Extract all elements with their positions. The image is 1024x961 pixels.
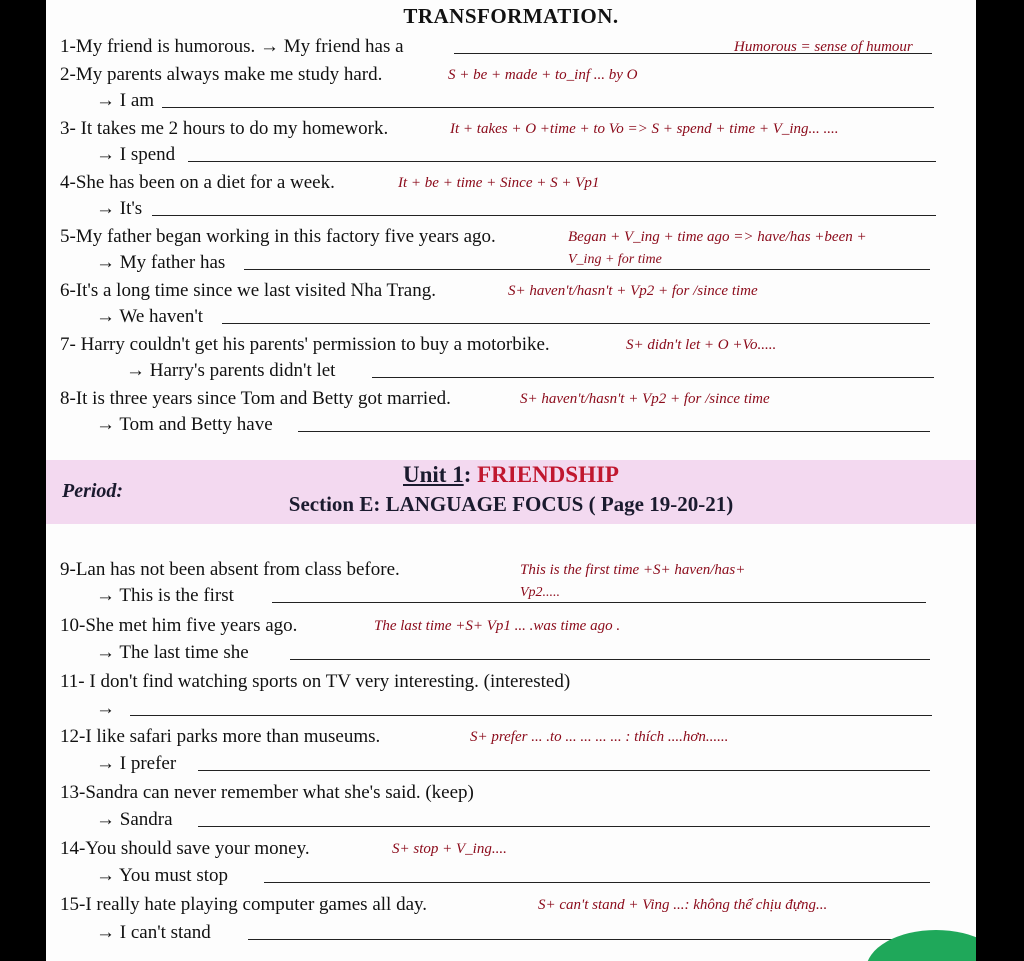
- item-2-answer-blank[interactable]: [162, 107, 934, 108]
- item-5-note-continued: V_ing + for time: [568, 252, 662, 267]
- item-1-question: 1-My friend is humorous. → My friend has a: [60, 36, 404, 57]
- item-13-answer-line: [46, 805, 976, 833]
- item-4-answer-blank[interactable]: [152, 215, 936, 216]
- item-5-answer-line: [46, 248, 976, 276]
- item-10-note: The last time +S+ Vp1 ... .was time ago .: [374, 618, 621, 634]
- item-13-question-line: [46, 778, 976, 806]
- section-title: Section E: LANGUAGE FOCUS ( Page 19-20-21): [288, 492, 734, 516]
- item-14-answer-blank[interactable]: [264, 882, 930, 883]
- item-11-question-line: [46, 667, 976, 695]
- item-3-note: It + takes + O +time + to Vo => S + spend + time + V_ing... ....: [450, 121, 839, 137]
- worksheet-title: TRANSFORMATION.: [403, 4, 619, 28]
- item-11-question: 11- I don't find watching sports on TV very interesting. (interested): [60, 671, 571, 692]
- item-9-question-line: [46, 555, 976, 583]
- item-15-question-line: [46, 890, 976, 918]
- item-15-note: S+ can't stand + Ving ...: không thể chịu đựng...: [538, 897, 828, 913]
- item-2-question: 2-My parents always make me study hard.: [60, 64, 383, 85]
- item-10-answer-line: [46, 638, 976, 666]
- item-15-answer-line: [46, 918, 976, 946]
- item-8-question-line: [46, 384, 976, 412]
- item-6-answer-blank[interactable]: [222, 323, 930, 324]
- item-5-question-line: [46, 222, 976, 250]
- item-8-answer-line: [46, 410, 976, 438]
- item-5-question: 5-My father began working in this factory five years ago.: [60, 226, 496, 247]
- item-8-note: S+ haven't/hasn't + Vp2 + for /since time: [520, 391, 770, 407]
- item-14-question: 14-You should save your money.: [60, 838, 310, 859]
- item-9-answer-blank[interactable]: [272, 602, 926, 603]
- item-1-question-line: [46, 32, 976, 60]
- item-4-question-line: [46, 168, 976, 196]
- unit-number: Unit 1: [403, 462, 464, 487]
- item-10-answer-blank[interactable]: [290, 659, 930, 660]
- item-15-answer-prompt: → I can't stand: [96, 922, 211, 943]
- item-3-answer-blank[interactable]: [188, 161, 936, 162]
- unit-topic: FRIENDSHIP: [477, 462, 619, 487]
- item-7-answer-blank[interactable]: [372, 377, 934, 378]
- item-9-answer-prompt: → This is the first: [96, 585, 234, 606]
- item-6-question: 6-It's a long time since we last visited Nha Trang.: [60, 280, 436, 301]
- item-10-question-line: [46, 611, 976, 639]
- item-13-question: 13-Sandra can never remember what she's said. (keep): [60, 782, 474, 803]
- item-11-answer-blank[interactable]: [130, 715, 932, 716]
- item-9-note-continued: Vp2.....: [520, 585, 561, 600]
- period-label: Period:: [62, 480, 124, 502]
- item-3-question: 3- It takes me 2 hours to do my homework.: [60, 118, 389, 139]
- item-4-question: 4-She has been on a diet for a week.: [60, 172, 335, 193]
- item-6-answer-prompt: → We haven't: [96, 306, 204, 327]
- item-3-answer-line: [46, 140, 976, 168]
- item-3-answer-prompt: → I spend: [96, 144, 176, 165]
- item-9-note: This is the first time +S+ haven/has+: [520, 562, 746, 578]
- item-14-answer-line: [46, 861, 976, 889]
- item-14-note: S+ stop + V_ing....: [392, 841, 507, 857]
- item-5-answer-blank[interactable]: [244, 269, 930, 270]
- item-7-answer-line: [46, 356, 976, 384]
- item-8-answer-prompt: → Tom and Betty have: [96, 414, 273, 435]
- item-8-question: 8-It is three years since Tom and Betty got married.: [60, 388, 451, 409]
- item-12-answer-prompt: → I prefer: [96, 753, 177, 774]
- item-11-answer-prompt: →: [96, 698, 115, 719]
- item-12-answer-line: [46, 749, 976, 777]
- worksheet-page: [46, 0, 976, 961]
- item-2-answer-prompt: → I am: [96, 90, 155, 111]
- item-2-note: S + be + made + to_inf ... by O: [448, 67, 638, 83]
- item-9-question: 9-Lan has not been absent from class before.: [60, 559, 400, 580]
- item-12-answer-blank[interactable]: [198, 770, 930, 771]
- unit-colon: :: [463, 462, 478, 487]
- unit-title: [46, 462, 976, 488]
- item-14-answer-prompt: → You must stop: [96, 865, 228, 886]
- item-3-question-line: [46, 114, 976, 142]
- item-12-question-line: [46, 722, 976, 750]
- item-4-answer-line: [46, 194, 976, 222]
- item-12-question: 12-I like safari parks more than museums.: [60, 726, 381, 747]
- item-15-answer-blank[interactable]: [248, 939, 930, 940]
- item-12-note: S+ prefer ... .to ... ... ... ... : thích ....hơn......: [470, 729, 729, 745]
- item-9-answer-line: [46, 581, 976, 609]
- item-4-note: It + be + time + Since + S + Vp1: [398, 175, 600, 191]
- item-7-question-line: [46, 330, 976, 358]
- item-5-note: Began + V_ing + time ago => have/has +been +: [568, 229, 867, 245]
- item-4-answer-prompt: → It's: [96, 198, 143, 219]
- item-6-answer-line: [46, 302, 976, 330]
- item-14-question-line: [46, 834, 976, 862]
- item-13-answer-blank[interactable]: [198, 826, 930, 827]
- unit-header-band: [46, 460, 976, 524]
- item-13-answer-prompt: → Sandra: [96, 809, 173, 830]
- item-7-answer-prompt: → Harry's parents didn't let: [126, 360, 336, 381]
- item-2-answer-line: [46, 86, 976, 114]
- item-10-answer-prompt: → The last time she: [96, 642, 249, 663]
- item-6-note: S+ haven't/hasn't + Vp2 + for /since time: [508, 283, 758, 299]
- item-7-note: S+ didn't let + O +Vo.....: [626, 337, 777, 353]
- item-8-answer-blank[interactable]: [298, 431, 930, 432]
- item-5-answer-prompt: → My father has: [96, 252, 226, 273]
- item-11-answer-line: [46, 694, 976, 722]
- item-6-question-line: [46, 276, 976, 304]
- item-2-question-line: [46, 60, 976, 88]
- item-10-question: 10-She met him five years ago.: [60, 615, 298, 636]
- item-15-question: 15-I really hate playing computer games all day.: [60, 894, 428, 915]
- item-1-note: Humorous = sense of humour: [734, 39, 913, 55]
- item-7-question: 7- Harry couldn't get his parents' permission to buy a motorbike.: [60, 334, 550, 355]
